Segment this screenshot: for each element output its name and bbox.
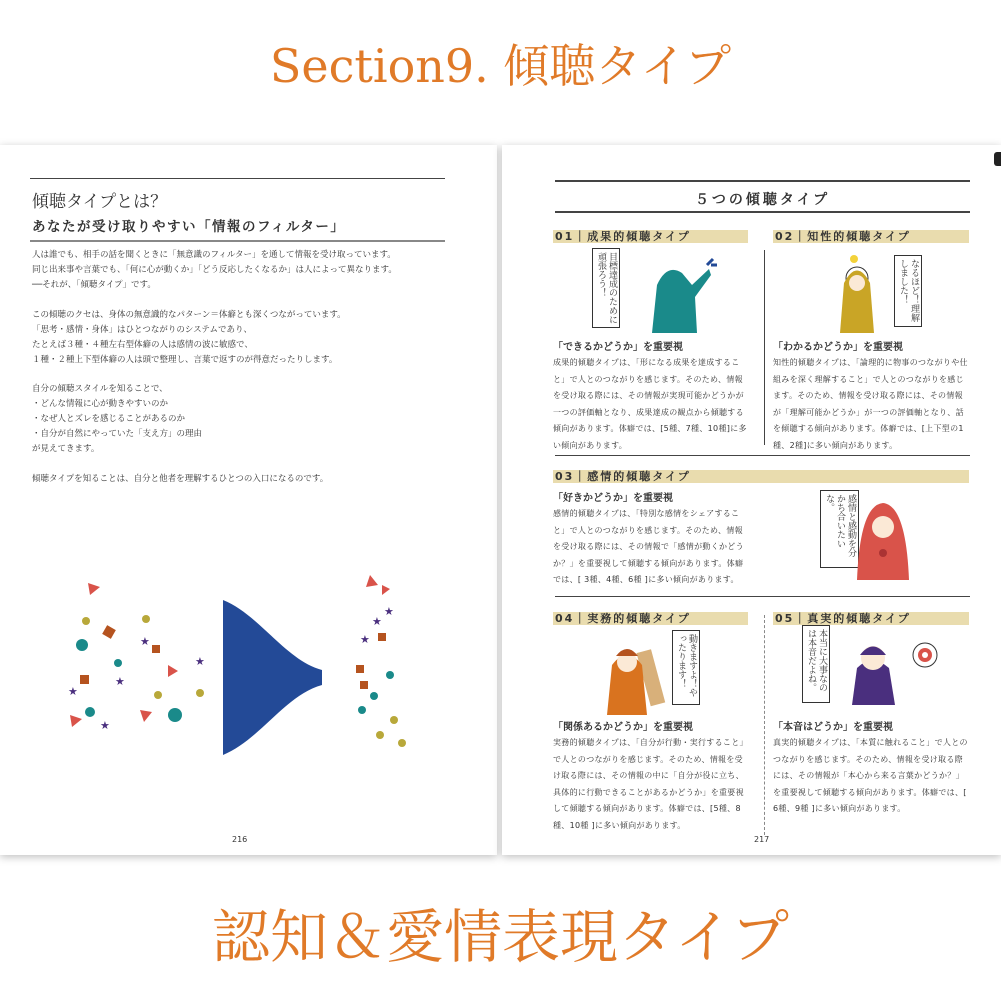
achiever-figure-icon [637, 255, 717, 333]
intro-line [32, 368, 397, 383]
intro-line: この傾聴のクセは、身体の無意識的なパターン＝体癖とも深くつながっています。 [32, 309, 346, 320]
type-03-text: 感情的傾聴タイプは、「特別な感情をシェアすること」で人とのつながりを感じます。そのため、情報を受け取る際には、その情報で「感情が動くかどうか？」を重要視して傾聴する傾向があります。体癖では、[ 3種、4種、6種 ]に多い傾向があります。 [553, 509, 744, 584]
page-number: 216 [232, 835, 248, 844]
intro-line: 「思考・感情・身体」はひとつながりのシステムであり、 [32, 324, 252, 335]
truth-figure-icon [847, 633, 947, 705]
type-02-focus: 「わかるかどうか」を重要視 [773, 342, 903, 353]
bookmark-tab [994, 152, 1001, 166]
intro-line: ・自分が自然にやっていた「支え方」の理由 [32, 429, 203, 439]
svg-text:★: ★ [384, 605, 394, 618]
type-02-bar: 02｜知性的傾聴タイプ [773, 230, 969, 243]
intro-line: 人は誰でも、相手の話を聞くときに「無意識のフィルター」を通して情報を受け取っています。 [32, 250, 396, 260]
type-03-focus: 「好きかどうか」を重要視 [553, 493, 673, 504]
right-page [502, 145, 1001, 855]
type-04-focus: 「関係あるかどうか」を重要視 [553, 722, 693, 733]
subtitle-banner: 認知＆愛情表現タイプ [211, 903, 790, 971]
intro-line: 自分の傾聴スタイルを知ることで、 [32, 384, 168, 394]
type-01-bar: 01｜成果的傾聴タイプ [553, 230, 748, 243]
types-heading: ５つの傾聴タイプ [694, 192, 831, 208]
intro-line [32, 457, 397, 472]
svg-text:★: ★ [195, 655, 205, 668]
intro-line: が見えてきます。 [32, 444, 100, 454]
svg-text:★: ★ [100, 719, 110, 732]
emotional-figure-icon [852, 495, 914, 580]
type-04-text: 実務的傾聴タイプは、「自分が行動・実行すること」で人とのつながりを感じます。そのため、情報を受け取る際には、その情報の中に「自分が役に立ち、具体的に行動できることがあるかどうか」を重要視して傾聴する傾向があります。体癖では、[5種、8種、10種 ]に多い傾向があります。 [553, 738, 748, 830]
intro-line: ・どんな情報に心が動きやすいのか [32, 399, 169, 409]
type-01-focus: 「できるかどうか」を重要視 [553, 342, 683, 353]
funnel-shape [223, 600, 322, 755]
intro-text [32, 248, 397, 487]
speech-bubble: なるほど！理解しました！ [894, 255, 922, 327]
svg-text:★: ★ [140, 635, 150, 648]
speech-bubble: 感情と感動を分かち合いたいな。 [820, 490, 859, 568]
speech-bubble: 目標達成のために頑張ろう！ [592, 248, 620, 328]
intro-line: １種・２種上下型体癖の人は頭で整理し、言葉で返すのが得意だったりします。 [32, 354, 338, 365]
page-number: 217 [754, 835, 770, 844]
type-02-text: 知性的傾聴タイプは、「論理的に物事のつながりや仕組みを深く理解すること」で人とのつながりを感じます。そのため、情報を受け取る際には、その情報が「理解可能かどうか」が一つの評価軸となり、話を傾聴する傾向があります。体癖では、[上下型の1種、2種]に多い傾向があります。 [773, 358, 968, 450]
type-04-bar: 04｜実務的傾聴タイプ [553, 612, 748, 625]
intro-line: たとえば３種・４種左右型体癖の人は感情の波に敏感で、 [32, 339, 253, 350]
svg-text:★: ★ [115, 675, 125, 688]
type-05-text: 真実的傾聴タイプは、「本質に触れること」で人とのつながりを感じます。そのため、情報を受け取る際には、その情報が「本心から来る言葉かどうか？」を重要視して傾聴する傾向があります。体癖では、[ 6種、9種 ]に多い傾向があります。 [773, 738, 968, 813]
intro-line: ・なぜ人とズレを感じることがあるのか [32, 414, 186, 424]
type-05-focus: 「本音はどうか」を重要視 [773, 722, 893, 733]
type-01-text: 成果的傾聴タイプは、「形になる成果を達成すること」で人とのつながりを感じます。そのため、情報を受け取る際には、その情報が実現可能かどうかが一つの評価軸となり、成果達成の観点から傾聴する傾向があります。体癖では、[5種、7種、10種]に多い傾向があります。 [553, 358, 747, 450]
svg-text:★: ★ [360, 633, 370, 646]
intro-line [32, 293, 397, 308]
speech-bubble: 動きますよ！やったります！ [672, 630, 700, 705]
section-title: Section9. 傾聴タイプ [269, 39, 732, 93]
intro-line: 同じ出来事や言葉でも、「何に心が動くか」「どう反応したくなるか」は人によって異なります。 [32, 265, 397, 275]
filter-funnel-illustration [60, 575, 420, 760]
page-heading: 傾聴タイプとは？ [32, 192, 168, 212]
left-page [0, 145, 497, 855]
practical-figure-icon [602, 630, 667, 715]
intro-line: 傾聴タイプを知ることは、自分と他者を理解するひとつの入口になるのです。 [32, 473, 329, 484]
intellectual-figure-icon [832, 253, 882, 333]
intro-line: ──それが、「傾聴タイプ」です。 [32, 280, 156, 290]
type-03-bar: 03｜感情的傾聴タイプ [553, 470, 969, 483]
type-05-bar: 05｜真実的傾聴タイプ [773, 612, 969, 625]
svg-text:★: ★ [68, 685, 78, 698]
svg-text:★: ★ [372, 615, 382, 628]
page-subheading: あなたが受け取りやすい「情報のフィルター」 [32, 219, 346, 235]
speech-bubble: 本当に大事なのは本音だよね。 [802, 625, 830, 703]
